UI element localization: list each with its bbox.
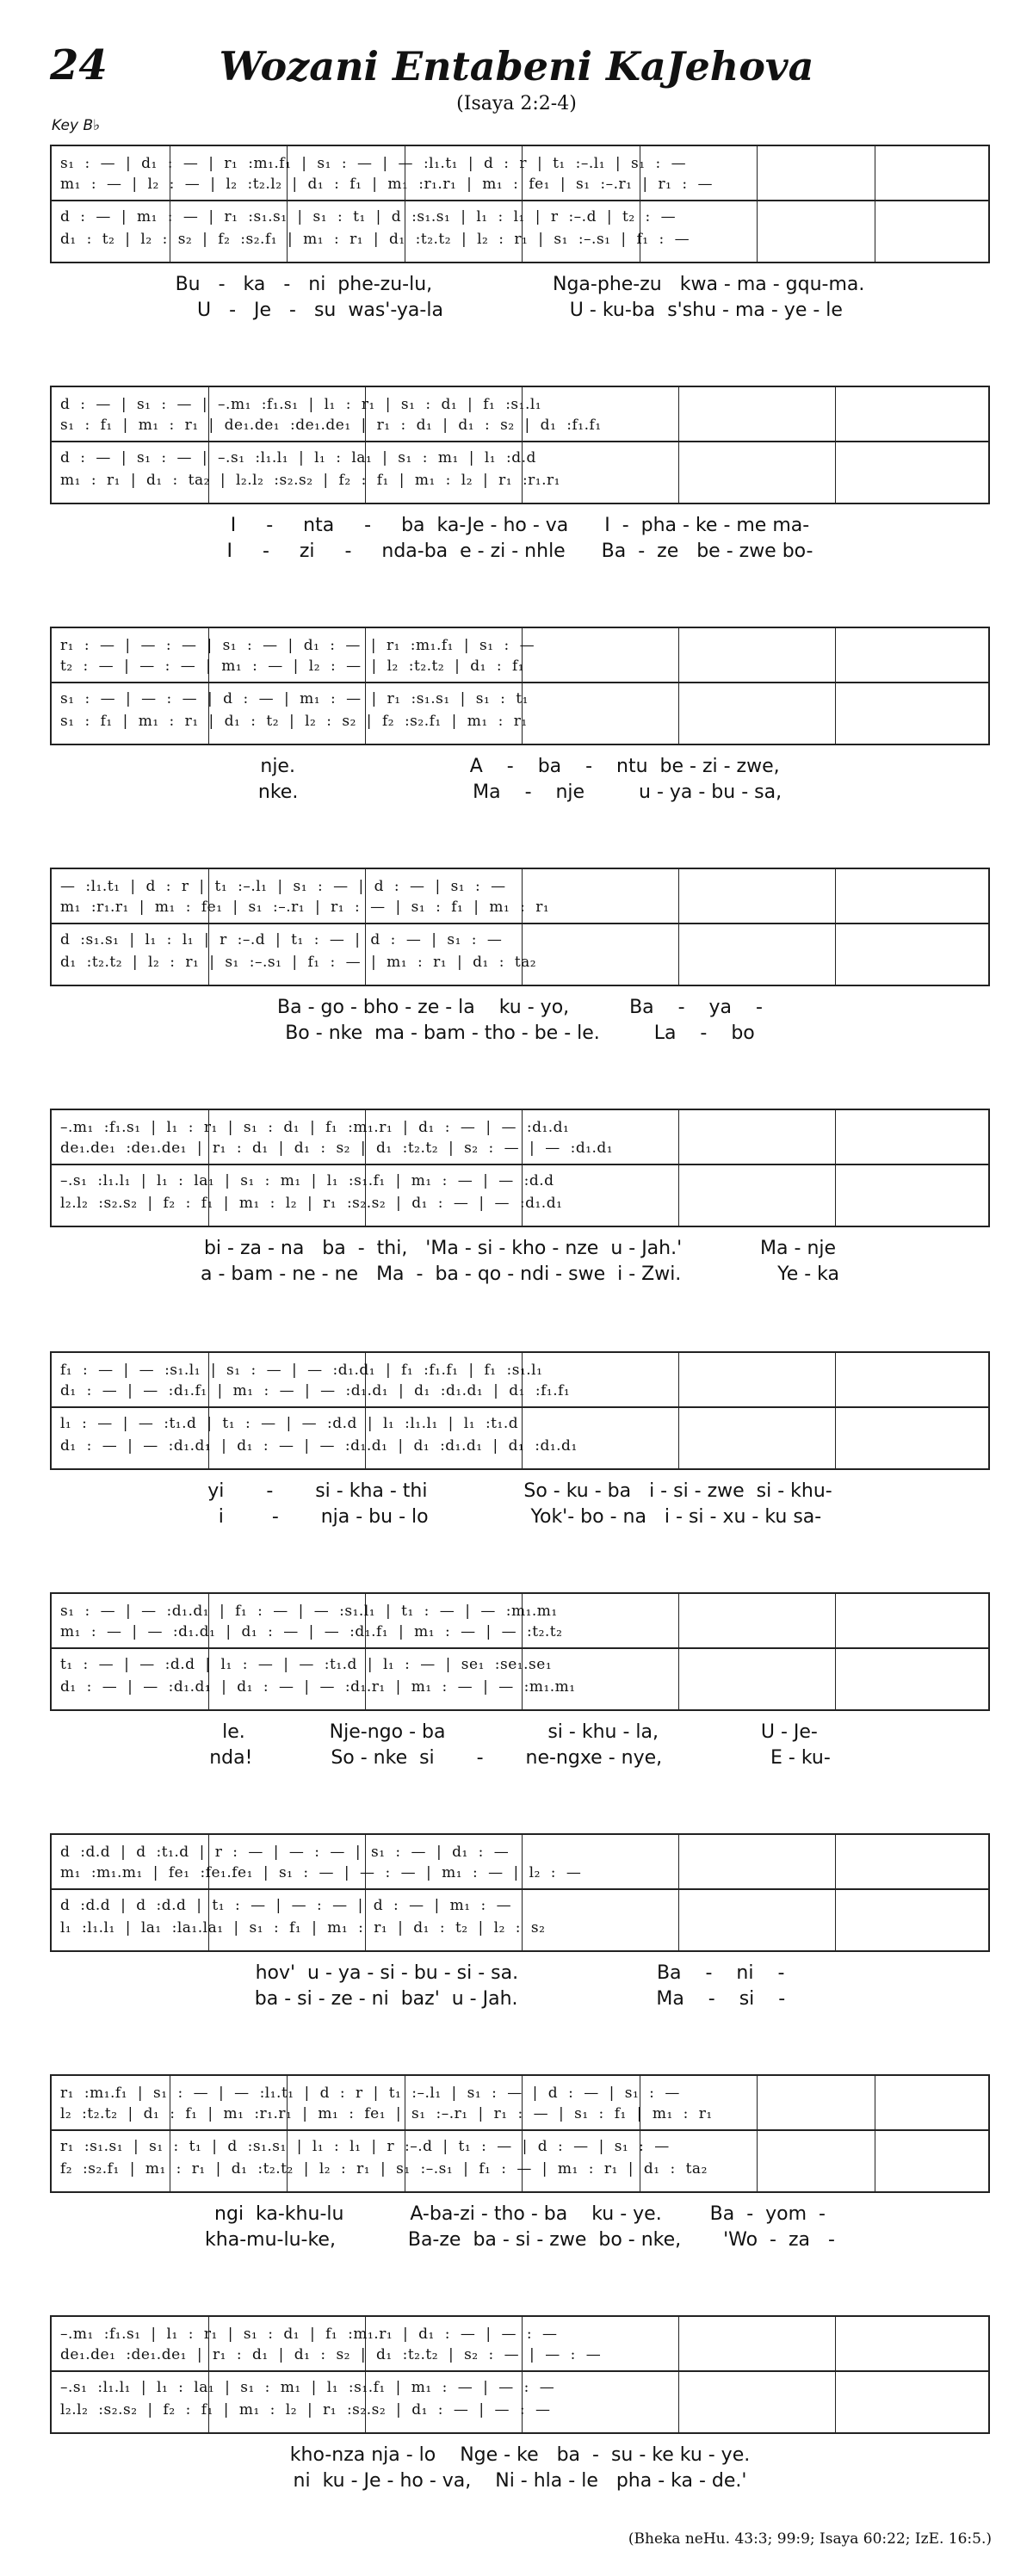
lyric-verse-2: i - nja - bu - lo Yok'- bo - na i - si - xu - ku sa-	[218, 1506, 822, 1528]
hymn-subtitle: (Isaya 2:2-4)	[456, 93, 577, 114]
staff-divider	[52, 1888, 988, 1890]
tenor-line: d : — | s₁ : — | –.s₁ :l₁.l₁ | l₁ : la₁ | s₁ : m₁ | l₁ :d.d	[60, 449, 536, 466]
music-system	[50, 1109, 990, 1227]
scripture-references: (Bheka neHu. 43:3; 99:9; Isaya 60:22; IzE. 16:5.)	[628, 2530, 992, 2548]
soprano-line: — :l₁.t₁ | d : r | t₁ :–.l₁ | s₁ : — | d : — | s₁ : —	[60, 878, 506, 895]
bass-line: d₁ : — | — :d₁.d₁ | d₁ : — | — :d₁.d₁ | d₁ :d₁.d₁ | d₁ :d₁.d₁	[60, 1437, 578, 1455]
soprano-line: r₁ : — | — : — | s₁ : — | d₁ : — | r₁ :m₁.f₁ | s₁ : —	[60, 637, 535, 654]
bass-line: d₁ : t₂ | l₂ : s₂ | f₂ :s₂.f₁ | m₁ : r₁ | d₁ :t₂.t₂ | l₂ : r₁ | s₁ :–.s₁ | f₁ : —	[60, 231, 690, 248]
tenor-line: t₁ : — | — :d.d | l₁ : — | — :t₁.d | l₁ : — | se₁ :se₁.se₁	[60, 1656, 553, 1673]
soprano-line: d : — | s₁ : — | –.m₁ :f₁.s₁ | l₁ : r₁ | s₁ : d₁ | f₁ :s₁.l₁	[60, 396, 542, 413]
bass-line: d₁ : — | — :d₁.d₁ | d₁ : — | — :d₁.r₁ | m₁ : — | — :m₁.m₁	[60, 1678, 576, 1696]
bass-line: d₁ :t₂.t₂ | l₂ : r₁ | s₁ :–.s₁ | f₁ : — | m₁ : r₁ | d₁ : ta₂	[60, 954, 537, 971]
music-system	[50, 386, 990, 504]
lyric-verse-2: nda! So - nke si - ne-ngxe - nye, E - ku-	[209, 1747, 831, 1769]
alto-line: l₂ :t₂.t₂ | d₁ : f₁ | m₁ :r₁.r₁ | m₁ : fe₁ | s₁ :–.r₁ | r₁ : — | s₁ : f₁ | m₁ : r₁	[60, 2105, 713, 2122]
alto-line: d₁ : — | — :d₁.f₁ | m₁ : — | — :d₁.d₁ | d₁ :d₁.d₁ | d₁ :f₁.f₁	[60, 1382, 571, 1399]
lyric-verse-2: ni ku - Je - ho - va, Ni - hla - le pha - ka - de.'	[293, 2470, 747, 2492]
alto-line: m₁ :r₁.r₁ | m₁ : fe₁ | s₁ :–.r₁ | r₁ : — | s₁ : f₁ | m₁ : r₁	[60, 899, 550, 916]
staff-divider	[52, 441, 988, 442]
tenor-line: l₁ : — | — :t₁.d | t₁ : — | — :d.d | l₁ :l₁.l₁ | l₁ :t₁.d	[60, 1415, 519, 1432]
bass-line: l₂.l₂ :s₂.s₂ | f₂ : f₁ | m₁ : l₂ | r₁ :s₂.s₂ | d₁ : — | — :d₁.d₁	[60, 1195, 563, 1212]
lyric-verse-1: ngi ka-khu-lu A-ba-zi - tho - ba ku - ye. Ba - yom -	[214, 2203, 826, 2225]
lyric-verse-1: Bu - ka - ni phe-zu-lu, Nga-phe-zu kwa - ma - gqu-ma.	[175, 274, 865, 295]
lyric-verse-1: bi - za - na ba - thi, 'Ma - si - kho - nze u - Jah.' Ma - nje	[203, 1238, 837, 1259]
staff-divider	[52, 923, 988, 924]
key-signature: Key B♭	[52, 117, 101, 134]
tenor-line: –.s₁ :l₁.l₁ | l₁ : la₁ | s₁ : m₁ | l₁ :s₁.f₁ | m₁ : — | — :d.d	[60, 1172, 554, 1189]
staff-divider	[52, 682, 988, 683]
bass-line: m₁ : r₁ | d₁ : ta₂ | l₂.l₂ :s₂.s₂ | f₂ : f₁ | m₁ : l₂ | r₁ :r₁.r₁	[60, 472, 560, 489]
soprano-line: –.m₁ :f₁.s₁ | l₁ : r₁ | s₁ : d₁ | f₁ :m₁.r₁ | d₁ : — | — :d₁.d₁	[60, 1119, 570, 1136]
soprano-line: s₁ : — | — :d₁.d₁ | f₁ : — | — :s₁.l₁ | t₁ : — | — :m₁.m₁	[60, 1603, 558, 1620]
bass-line: f₂ :s₂.f₁ | m₁ : r₁ | d₁ :t₂.t₂ | l₂ : r₁ | s₁ :–.s₁ | f₁ : — | m₁ : r₁ | d₁ : ta₂	[60, 2160, 708, 2178]
lyric-verse-2: nke. Ma - nje u - ya - bu - sa,	[257, 781, 782, 803]
music-system	[50, 868, 990, 986]
music-system	[50, 1351, 990, 1470]
music-system	[50, 1833, 990, 1952]
staff-divider	[52, 1647, 988, 1649]
music-system	[50, 2074, 990, 2193]
alto-line: de₁.de₁ :de₁.de₁ | r₁ : d₁ | d₁ : s₂ | d₁ :t₂.t₂ | s₂ : — | — :d₁.d₁	[60, 1140, 614, 1157]
lyric-verse-2: kha-mu-lu-ke, Ba-ze ba - si - zwe bo - nke, 'Wo - za -	[205, 2229, 835, 2251]
lyric-verse-1: hov' u - ya - si - bu - si - sa. Ba - ni -	[255, 1962, 785, 1984]
tenor-line: d : — | m₁ : — | r₁ :s₁.s₁ | s₁ : t₁ | d :s₁.s₁ | l₁ : l₁ | r :–.d | t₂ : —	[60, 208, 677, 225]
lyric-verse-1: I - nta - ba ka-Je - ho - va I - pha - ke - me ma-	[230, 515, 810, 536]
alto-line: m₁ : — | — :d₁.d₁ | d₁ : — | — :d₁.f₁ | m₁ : — | — :t₂.t₂	[60, 1623, 563, 1640]
lyric-verse-1: le. Nje-ngo - ba si - khu - la, U - Je-	[222, 1721, 818, 1743]
music-system	[50, 1592, 990, 1711]
tenor-line: d :s₁.s₁ | l₁ : l₁ | r :–.d | t₁ : — | d : — | s₁ : —	[60, 931, 503, 948]
lyric-verse-1: kho-nza nja - lo Nge - ke ba - su - ke ku - ye.	[289, 2444, 751, 2466]
lyric-verse-2: a - bam - ne - ne Ma - ba - qo - ndi - swe i - Zwi. Ye - ka	[201, 1263, 839, 1285]
bass-line: l₁ :l₁.l₁ | la₁ :la₁.la₁ | s₁ : f₁ | m₁ : r₁ | d₁ : t₂ | l₂ : s₂	[60, 1919, 546, 1937]
tenor-line: –.s₁ :l₁.l₁ | l₁ : la₁ | s₁ : m₁ | l₁ :s₁.f₁ | m₁ : — | — : —	[60, 2379, 555, 2396]
staff-divider	[52, 2370, 988, 2372]
staff-divider	[52, 200, 988, 201]
lyric-verse-1: Ba - go - bho - ze - la ku - yo, Ba - ya -	[277, 997, 763, 1018]
hymn-title: Wozani Entabeni KaJehova	[219, 43, 814, 90]
tenor-line: s₁ : — | — : — | d : — | m₁ : — | r₁ :s₁.s₁ | s₁ : t₁	[60, 690, 529, 707]
lyric-verse-2: ba - si - ze - ni baz' u - Jah. Ma - si -	[254, 1988, 786, 2010]
lyric-verse-2: Bo - nke ma - bam - tho - be - le. La - bo	[285, 1022, 755, 1044]
soprano-line: r₁ :m₁.f₁ | s₁ : — | — :l₁.t₁ | d : r | t₁ :–.l₁ | s₁ : — | d : — | s₁ : —	[60, 2085, 680, 2102]
lyric-verse-1: nje. A - ba - ntu be - zi - zwe,	[260, 756, 780, 777]
lyric-verse-2: U - Je - su was'-ya-la U - ku-ba s'shu - ma - ye - le	[197, 300, 843, 321]
tenor-line: r₁ :s₁.s₁ | s₁ : t₁ | d :s₁.s₁ | l₁ : l₁ | r :–.d | t₁ : — | d : — | s₁ : —	[60, 2138, 670, 2155]
staff-divider	[52, 1164, 988, 1165]
alto-line: s₁ : f₁ | m₁ : r₁ | de₁.de₁ :de₁.de₁ | r₁ : d₁ | d₁ : s₂ | d₁ :f₁.f₁	[60, 417, 602, 434]
bass-line: s₁ : f₁ | m₁ : r₁ | d₁ : t₂ | l₂ : s₂ | f₂ :s₂.f₁ | m₁ : r₁	[60, 713, 528, 730]
alto-line: t₂ : — | — : — | m₁ : — | l₂ : — | l₂ :t₂.t₂ | d₁ : f₁	[60, 658, 525, 675]
music-system	[50, 145, 990, 263]
soprano-line: s₁ : — | d₁ : — | r₁ :m₁.f₁ | s₁ : — | — :l₁.t₁ | d : r | t₁ :–.l₁ | s₁ : —	[60, 155, 687, 172]
soprano-line: –.m₁ :f₁.s₁ | l₁ : r₁ | s₁ : d₁ | f₁ :m₁.r₁ | d₁ : — | — : —	[60, 2326, 558, 2343]
lyric-verse-2: I - zi - nda-ba e - zi - nhle Ba - ze be - zwe bo-	[226, 541, 813, 562]
tenor-line: d :d.d | d :d.d | t₁ : — | — : — | d : — | m₁ : —	[60, 1897, 512, 1914]
music-system	[50, 2315, 990, 2434]
bass-line: l₂.l₂ :s₂.s₂ | f₂ : f₁ | m₁ : l₂ | r₁ :s₂.s₂ | d₁ : — | — : —	[60, 2401, 551, 2418]
soprano-line: d :d.d | d :t₁.d | r : — | — : — | s₁ : — | d₁ : —	[60, 1844, 510, 1861]
soprano-line: f₁ : — | — :s₁.l₁ | s₁ : — | — :d₁.d₁ | f₁ :f₁.f₁ | f₁ :s₁.l₁	[60, 1362, 543, 1379]
hymn-number: 24	[50, 41, 108, 90]
music-system	[50, 627, 990, 745]
alto-line: m₁ :m₁.m₁ | fe₁ :fe₁.fe₁ | s₁ : — | — : — | m₁ : — | l₂ : —	[60, 1864, 582, 1881]
staff-divider	[52, 1406, 988, 1408]
alto-line: de₁.de₁ :de₁.de₁ | r₁ : d₁ | d₁ : s₂ | d₁ :t₂.t₂ | s₂ : — | — : —	[60, 2346, 602, 2363]
alto-line: m₁ : — | l₂ : — | l₂ :t₂.l₂ | d₁ : f₁ | m₁ :r₁.r₁ | m₁ : fe₁ | s₁ :–.r₁ | r₁ : —	[60, 176, 714, 193]
lyric-verse-1: yi - si - kha - thi So - ku - ba i - si - zwe si - khu-	[207, 1480, 832, 1502]
staff-divider	[52, 2129, 988, 2131]
